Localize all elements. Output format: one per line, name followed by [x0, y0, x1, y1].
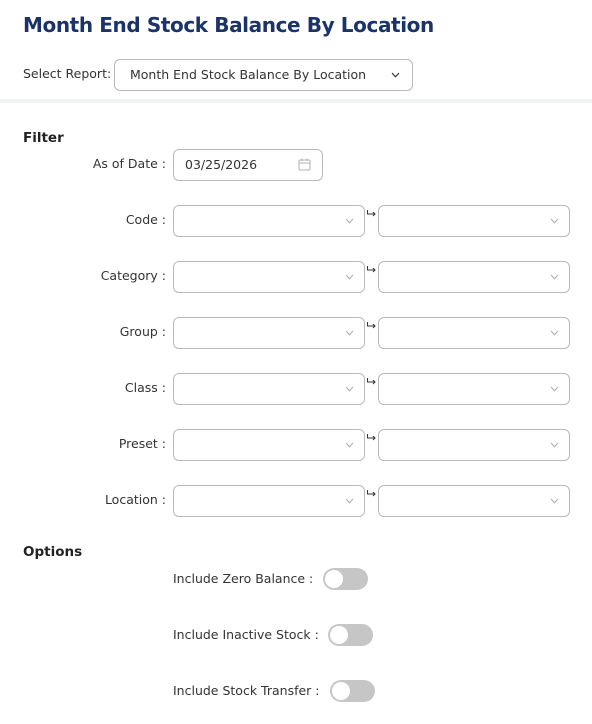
- chevron-down-icon: [345, 386, 354, 392]
- group-from-select[interactable]: [173, 317, 365, 349]
- report-select[interactable]: [114, 59, 413, 91]
- chevron-down-icon: [550, 442, 559, 448]
- category-label: Category :: [100, 268, 166, 283]
- category-from-select[interactable]: [173, 261, 365, 293]
- preset-from-select[interactable]: [173, 429, 365, 461]
- preset-to-select[interactable]: [378, 429, 570, 461]
- location-from-select[interactable]: [173, 485, 365, 517]
- page-title: Month End Stock Balance By Location: [23, 13, 434, 37]
- toggle-knob: [330, 626, 348, 644]
- divider: [0, 99, 592, 103]
- options-section-title: Options: [23, 544, 83, 560]
- range-arrow-icon: [367, 489, 377, 497]
- include-stock-transfer-toggle[interactable]: [330, 680, 375, 702]
- filter-section-title: Filter: [23, 130, 64, 146]
- as-of-date-label: As of Date :: [92, 156, 166, 171]
- range-arrow-icon: [367, 209, 377, 217]
- preset-label: Preset :: [118, 436, 166, 451]
- include-stock-transfer-label: Include Stock Transfer :: [173, 683, 320, 698]
- chevron-down-icon: [550, 330, 559, 336]
- group-label: Group :: [119, 324, 166, 339]
- chevron-down-icon: [550, 218, 559, 224]
- code-label: Code :: [125, 212, 166, 227]
- as-of-date-input[interactable]: [173, 149, 323, 181]
- include-inactive-stock-toggle[interactable]: [328, 624, 373, 646]
- chevron-down-icon: [345, 218, 354, 224]
- range-arrow-icon: [367, 321, 377, 329]
- group-to-select[interactable]: [378, 317, 570, 349]
- code-to-select[interactable]: [378, 205, 570, 237]
- select-report-label: Select Report:: [23, 66, 112, 81]
- range-arrow-icon: [367, 377, 377, 385]
- class-from-select[interactable]: [173, 373, 365, 405]
- chevron-down-icon: [345, 442, 354, 448]
- class-to-select[interactable]: [378, 373, 570, 405]
- range-arrow-icon: [367, 433, 377, 441]
- chevron-down-icon: [550, 498, 559, 504]
- range-arrow-icon: [367, 265, 377, 273]
- toggle-knob: [325, 570, 343, 588]
- location-to-select[interactable]: [378, 485, 570, 517]
- category-to-select[interactable]: [378, 261, 570, 293]
- chevron-down-icon: [345, 330, 354, 336]
- code-from-select[interactable]: [173, 205, 365, 237]
- chevron-down-icon: [345, 274, 354, 280]
- include-inactive-stock-label: Include Inactive Stock :: [173, 627, 319, 642]
- location-label: Location :: [104, 492, 166, 507]
- as-of-date-value: 03/25/2026: [185, 157, 258, 172]
- report-select-value: Month End Stock Balance By Location: [130, 67, 367, 82]
- chevron-down-icon: [550, 386, 559, 392]
- include-zero-balance-label: Include Zero Balance :: [173, 571, 314, 586]
- chevron-down-icon: [345, 498, 354, 504]
- include-zero-balance-toggle[interactable]: [323, 568, 368, 590]
- class-label: Class :: [124, 380, 166, 395]
- chevron-down-icon: [391, 72, 400, 78]
- chevron-down-icon: [550, 274, 559, 280]
- calendar-icon[interactable]: [298, 158, 311, 171]
- toggle-knob: [332, 682, 350, 700]
